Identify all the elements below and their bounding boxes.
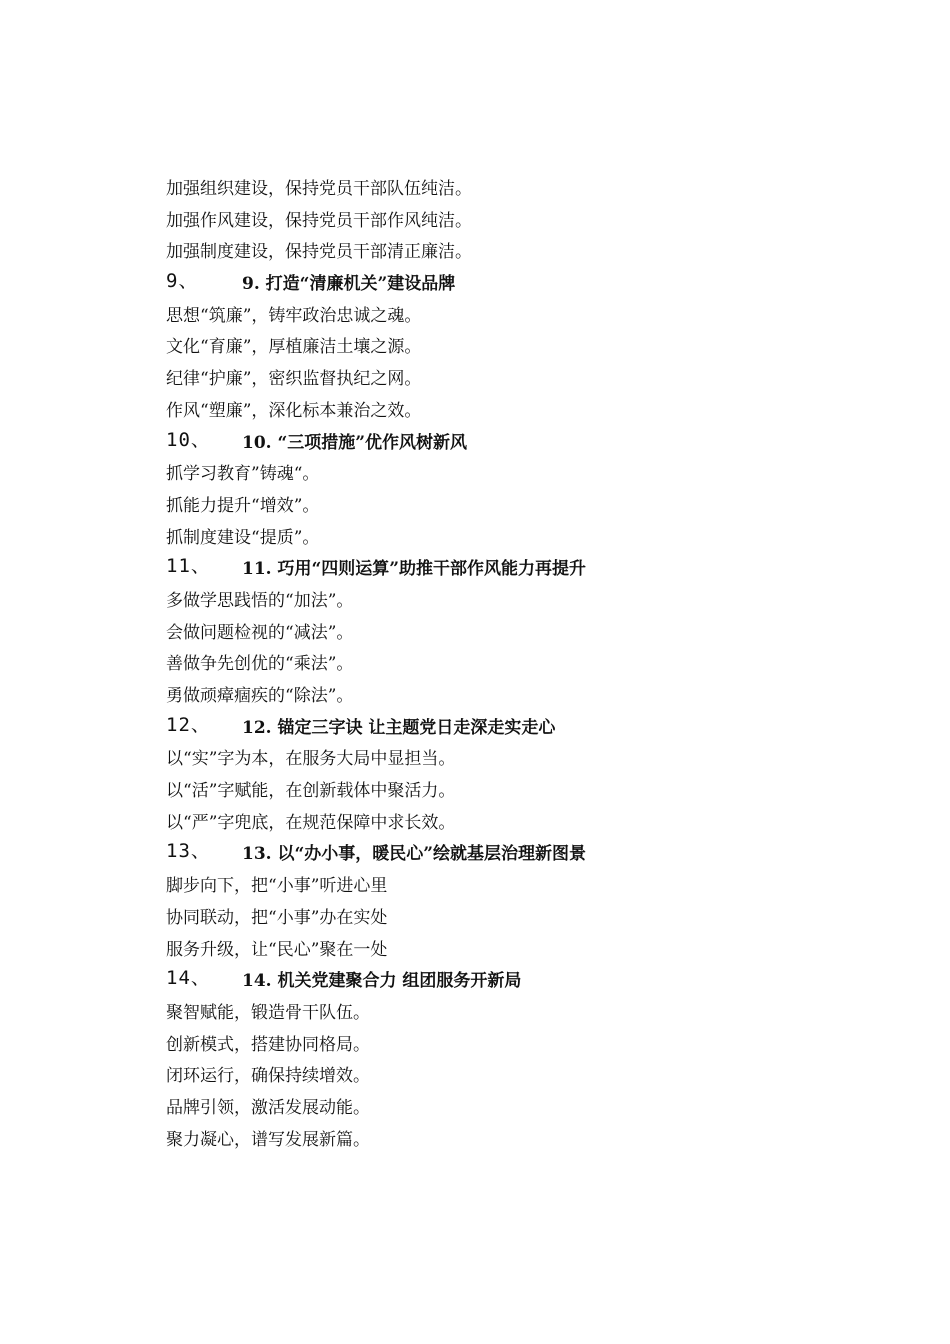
- section-heading: [166, 554, 866, 586]
- section-line: 脚步向下，把“小事”听进心里: [166, 876, 388, 897]
- section-line: 抓学习教育”铸魂“。: [166, 464, 320, 485]
- section-line: 文化“育廉”，厚植廉洁土壤之源。: [166, 337, 422, 358]
- section-line: 创新模式，搭建协同格局。: [166, 1034, 370, 1055]
- intro-line: 加强制度建设，保持党员干部清正廉洁。: [166, 242, 472, 263]
- section-heading: [166, 269, 866, 301]
- section-line: 抓能力提升“增效”。: [166, 495, 320, 516]
- section-line: 以“严”字兜底，在规范保障中求长效。: [166, 812, 456, 833]
- section-line: 以“活”字赋能，在创新载体中聚活力。: [166, 781, 456, 802]
- document-body: [166, 174, 866, 1156]
- section-line: 抓制度建设“提质”。: [166, 527, 320, 548]
- section-heading: [166, 966, 866, 998]
- section-number: 9、: [166, 270, 199, 293]
- section-title: 12. 锚定三字诀 让主题党日走深走实走心: [242, 717, 556, 738]
- section-line: 多做学思践悟的“加法”。: [166, 590, 354, 611]
- section-line: 聚力凝心，谱写发展新篇。: [166, 1129, 370, 1150]
- section-line: 思想“筑廉”，铸牢政治忠诚之魂。: [166, 305, 422, 326]
- section-line: 闭环运行，确保持续增效。: [166, 1066, 370, 1087]
- section-line: 作风“塑廉”，深化标本兼治之效。: [166, 400, 422, 421]
- section-line: 品牌引领，激活发展动能。: [166, 1097, 370, 1118]
- section-heading: [166, 713, 866, 745]
- section-line: 服务升级，让“民心”聚在一处: [166, 939, 388, 960]
- section-line: 以“实”字为本，在服务大局中显担当。: [166, 749, 456, 770]
- section-heading: [166, 839, 866, 871]
- section-number: 13、: [166, 840, 211, 863]
- section-number: 11、: [166, 555, 211, 578]
- section-line: 会做问题检视的“减法”。: [166, 622, 354, 643]
- section-number: 12、: [166, 713, 211, 736]
- intro-line: 加强作风建设，保持党员干部作风纯洁。: [166, 210, 472, 231]
- section-title: 13. 以“办小事，暖民心”绘就基层治理新图景: [242, 844, 587, 865]
- section-title: 11. 巧用“四则运算”助推干部作风能力再提升: [242, 559, 587, 580]
- section-line: 善做争先创优的“乘法”。: [166, 654, 354, 675]
- section-number: 10、: [166, 428, 211, 451]
- intro-line: 加强组织建设，保持党员干部队伍纯洁。: [166, 179, 472, 199]
- section-number: 14、: [166, 967, 211, 990]
- section-heading: [166, 428, 866, 460]
- section-title: 14. 机关党建聚合力 组团服务开新局: [242, 971, 522, 992]
- section-line: 纪律“护廉”，密织监督执纪之网。: [166, 369, 422, 390]
- section-title: 9. 打造“清廉机关”建设品牌: [242, 274, 456, 295]
- section-line: 勇做顽瘴痼疾的“除法”。: [166, 686, 354, 706]
- section-line: 协同联动，把“小事”办在实处: [166, 907, 388, 928]
- section-line: 聚智赋能，锻造骨干队伍。: [166, 1002, 370, 1023]
- section-title: 10. “三项措施”优作风树新风: [242, 432, 468, 453]
